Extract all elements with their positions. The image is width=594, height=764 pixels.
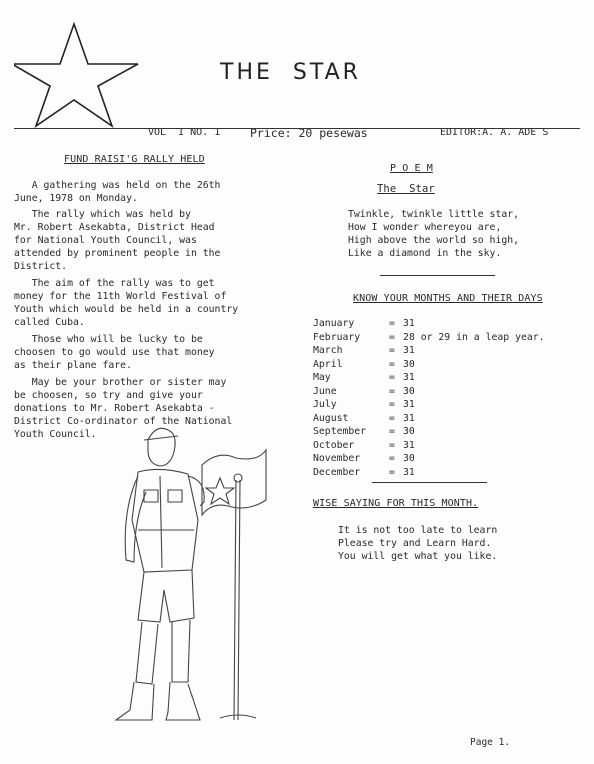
poem-title: The Star xyxy=(377,183,435,195)
poem-heading: P O E M xyxy=(390,163,433,174)
poem-line-1: Twinkle, twinkle little star, xyxy=(348,209,520,220)
rally-paragraph-2: The rally which was held by Mr. Robert Asekabta, District Head for National Youth Council, was attended by prominent people in the District. xyxy=(14,209,221,272)
month-equals: = xyxy=(389,358,395,370)
rally-paragraph-5: May be your brother or sister may be choosen, so try and give your donations to Mr. Robert Asekabta - District Co-ordinator of the National Youth Council. xyxy=(14,377,233,440)
month-name: September xyxy=(313,426,367,437)
month-equals: = xyxy=(389,399,395,410)
saying-line-2: Please try and Learn Hard. xyxy=(338,538,492,549)
month-name: November xyxy=(313,453,361,464)
editor-label: EDITOR:A. A. ADE S xyxy=(440,127,549,138)
month-row xyxy=(313,332,545,346)
month-row xyxy=(313,413,545,427)
month-name: June xyxy=(313,385,337,397)
month-name: December xyxy=(313,466,361,478)
saying-line-1: It is not too late to learn xyxy=(338,525,498,536)
month-days: 31 xyxy=(403,412,415,424)
month-equals: = xyxy=(389,412,395,424)
month-days: 31 xyxy=(403,318,415,329)
month-row xyxy=(313,426,545,440)
poem-line-4: Like a diamond in the sky. xyxy=(348,248,502,259)
scout-with-flag-illustration xyxy=(108,420,278,730)
month-days: 31 xyxy=(403,399,415,410)
masthead-rule xyxy=(14,128,580,129)
month-equals: = xyxy=(389,466,395,478)
month-row xyxy=(313,359,545,373)
months-heading: KNOW YOUR MONTHS AND THEIR DAYS xyxy=(353,293,543,304)
volume-number: VOL I NO. 1 xyxy=(148,127,221,138)
month-row xyxy=(313,467,545,481)
month-days: 31 xyxy=(403,466,415,478)
newsletter-title: THE STAR xyxy=(220,60,361,85)
month-row xyxy=(313,399,545,413)
month-row xyxy=(313,372,545,386)
month-name: October xyxy=(313,439,355,451)
month-equals: = xyxy=(389,439,395,451)
month-days: 31 xyxy=(403,439,415,451)
month-days: 30 xyxy=(403,426,415,437)
month-equals: = xyxy=(389,318,395,329)
star-logo-icon xyxy=(14,20,144,130)
month-name: April xyxy=(313,358,343,370)
month-days: 30 xyxy=(403,453,415,464)
month-name: May xyxy=(313,372,331,383)
month-equals: = xyxy=(389,426,395,437)
month-days: 28 or 29 in a leap year. xyxy=(403,331,545,343)
month-row xyxy=(313,386,545,400)
month-row xyxy=(313,440,545,454)
saying-line-3: You will get what you like. xyxy=(338,551,498,562)
month-days: 31 xyxy=(403,345,415,356)
month-name: August xyxy=(313,412,349,424)
month-days: 30 xyxy=(403,385,415,397)
month-name: January xyxy=(313,318,355,329)
saying-heading: WISE SAYING FOR THIS MONTH. xyxy=(313,498,479,509)
month-name: March xyxy=(313,345,343,356)
rally-heading: FUND RAISI'G RALLY HELD xyxy=(64,154,205,165)
poem-divider xyxy=(380,275,495,276)
rally-paragraph-1: A gathering was held on the 26th June, 1978 on Monday. xyxy=(14,180,221,204)
months-table xyxy=(313,318,545,480)
month-row xyxy=(313,318,545,332)
month-equals: = xyxy=(389,331,395,343)
month-equals: = xyxy=(389,372,395,383)
month-row xyxy=(313,453,545,467)
month-days: 30 xyxy=(403,358,415,370)
page-number: Page 1. xyxy=(470,737,511,748)
month-equals: = xyxy=(389,385,395,397)
month-equals: = xyxy=(389,345,395,356)
month-name: February xyxy=(313,331,361,343)
month-row xyxy=(313,345,545,359)
month-equals: = xyxy=(389,453,395,464)
rally-paragraph-3: The aim of the rally was to get money for the 11th World Festival of Youth which would be held in a country called Cuba. xyxy=(14,278,239,328)
price-label: Price: 20 pesewas xyxy=(250,126,368,140)
rally-paragraph-4: Those who will be lucky to be choosen to go would use that money as their plane fare. xyxy=(14,334,215,371)
poem-line-3: High above the world so high, xyxy=(348,235,520,246)
month-name: July xyxy=(313,399,337,410)
poem-line-2: How I wonder whereyou are, xyxy=(348,222,502,233)
months-divider xyxy=(372,482,487,483)
month-days: 31 xyxy=(403,372,415,383)
